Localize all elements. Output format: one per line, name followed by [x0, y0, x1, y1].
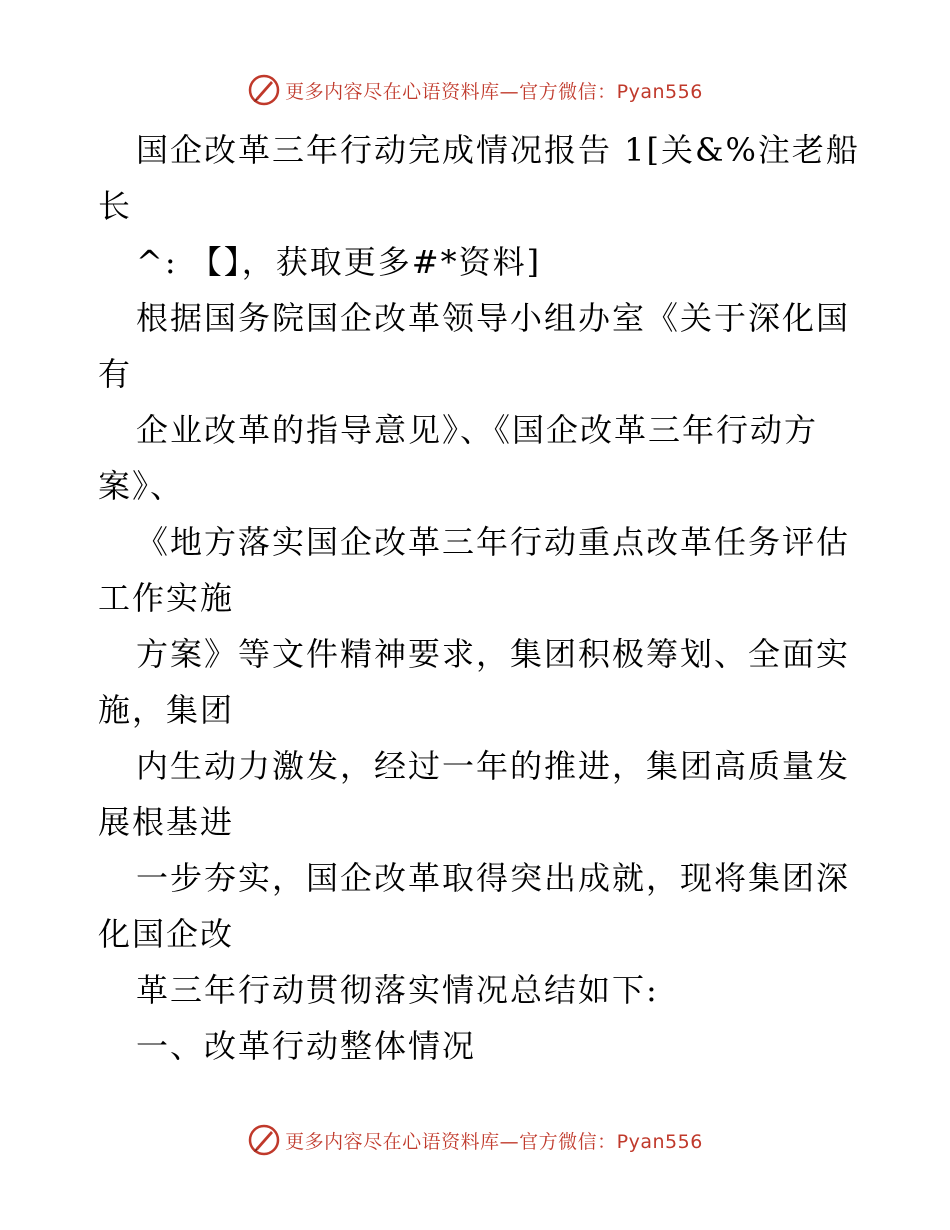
- doc-line: 企业改革的指导意见》、《国企改革三年行动方: [136, 411, 819, 449]
- doc-line: 化国企改: [98, 915, 235, 953]
- doc-line: 工作实施: [98, 579, 235, 617]
- header-banner: [0, 70, 950, 110]
- doc-line: 展根基进: [98, 803, 235, 841]
- doc-line: 内生动力激发，经过一年的推进，集团高质量发: [136, 747, 851, 785]
- quill-pen-logo-icon: [247, 73, 281, 107]
- doc-line: 国企改革三年行动完成情况报告 1[关&%注老船: [136, 131, 860, 169]
- doc-line: 施，集团: [98, 691, 235, 729]
- doc-line: 《地方落实国企改革三年行动重点改革任务评估: [136, 523, 851, 561]
- footer-banner: [0, 1120, 950, 1160]
- quill-pen-logo-icon: [247, 1123, 281, 1157]
- doc-line: 根据国务院国企改革领导小组办室《关于深化国: [136, 299, 851, 337]
- doc-line: 革三年行动贯彻落实情况总结如下:: [136, 971, 659, 1009]
- document-body: [98, 122, 858, 1074]
- doc-line: 有: [98, 355, 133, 393]
- doc-line: 长: [98, 187, 133, 225]
- doc-line: 方案》等文件精神要求，集团积极筹划、全面实: [136, 635, 851, 673]
- doc-line: 一步夯实，国企改革取得突出成就，现将集团深: [136, 859, 851, 897]
- doc-line: 案》、: [98, 467, 185, 505]
- footer-banner-text: 更多内容尽在心语资料库—官方微信：Pyan556: [285, 1130, 703, 1153]
- doc-line: ^: 【】，获取更多#*资料]: [136, 243, 542, 281]
- doc-line: 一、改革行动整体情况: [136, 1027, 477, 1065]
- header-banner-text: 更多内容尽在心语资料库—官方微信：Pyan556: [285, 80, 703, 103]
